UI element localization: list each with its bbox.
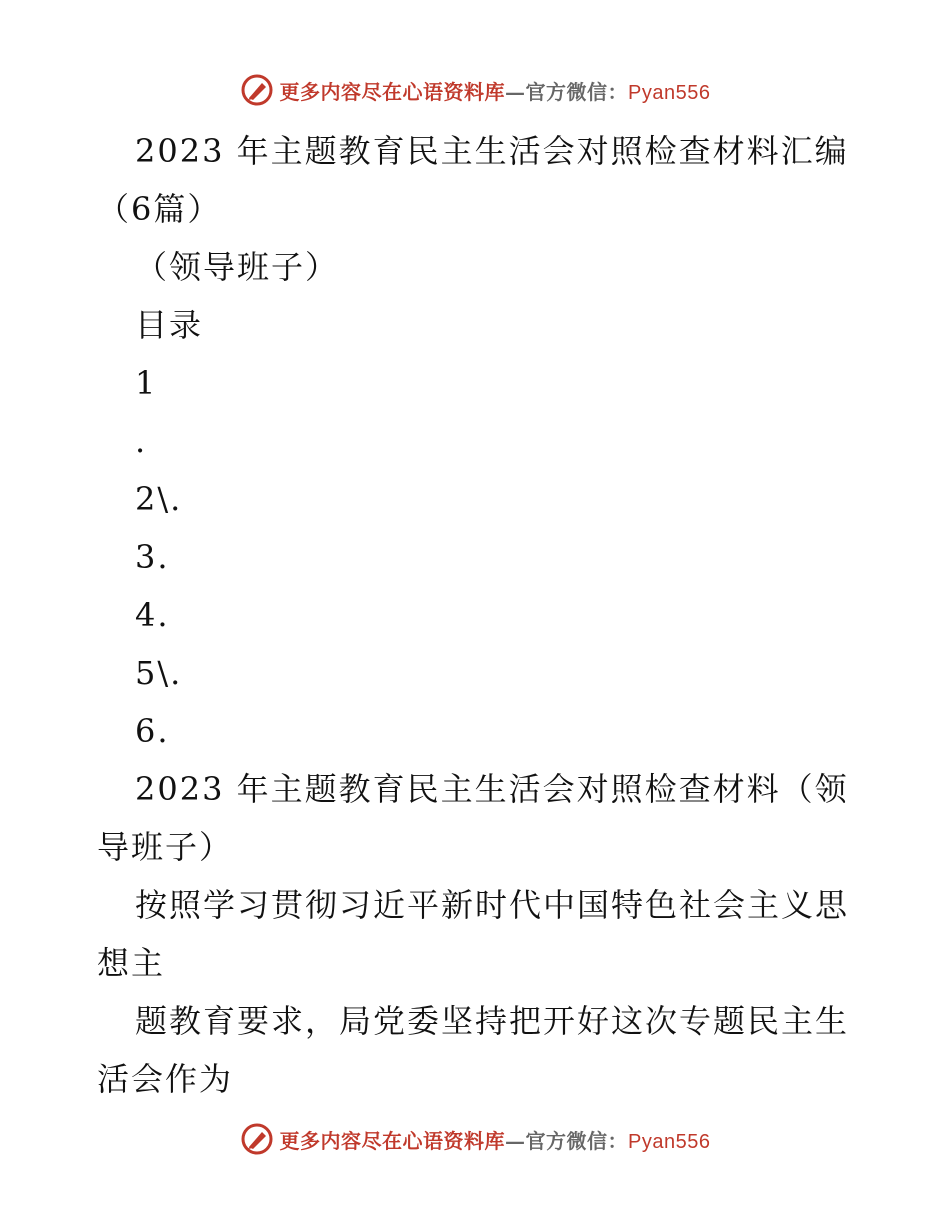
toc-item: 1 xyxy=(135,364,158,402)
pen-logo-icon xyxy=(240,73,274,107)
watermark-site: 更多内容尽在心语资料库 xyxy=(279,1128,506,1153)
toc-item: 5\. xyxy=(135,654,183,692)
watermark-wechat-label: 官方微信： xyxy=(525,79,629,104)
doc-subtitle: （领导班子） xyxy=(135,248,340,286)
paragraph-line: 活会作为 xyxy=(97,1060,234,1098)
paragraph-line: 题教育要求，局党委坚持把开好这次专题民主生 xyxy=(135,1002,850,1040)
document-body xyxy=(97,122,857,1108)
paragraph-line: 按照学习贯彻习近平新时代中国特色社会主义思 xyxy=(135,886,850,924)
pen-logo-icon xyxy=(240,1122,274,1156)
toc-item: 3. xyxy=(135,538,170,576)
toc-item: . xyxy=(135,422,148,460)
doc-title-line: 2023 年主题教育民主生活会对照检查材料汇编 xyxy=(135,132,849,170)
toc-heading: 目录 xyxy=(135,306,204,344)
watermark-account: Pyan556 xyxy=(628,1130,711,1153)
paragraph-line: 想主 xyxy=(97,944,166,982)
watermark-account: Pyan556 xyxy=(628,81,711,104)
watermark-text xyxy=(280,1125,711,1154)
toc-item: 4. xyxy=(135,596,170,634)
watermark-wechat-label: 官方微信： xyxy=(525,1128,629,1153)
watermark-separator: — xyxy=(505,79,526,104)
toc-item: 2\. xyxy=(135,480,183,518)
footer-watermark xyxy=(0,1119,950,1159)
section-heading: 2023 年主题教育民主生活会对照检查材料（领 xyxy=(135,770,849,808)
header-watermark xyxy=(0,70,950,110)
watermark-text xyxy=(280,76,711,105)
toc-item: 6. xyxy=(135,712,170,750)
doc-title-count: （6篇） xyxy=(97,190,222,228)
watermark-site: 更多内容尽在心语资料库 xyxy=(279,79,506,104)
section-heading-cont: 导班子） xyxy=(97,828,234,866)
watermark-separator: — xyxy=(505,1128,526,1153)
